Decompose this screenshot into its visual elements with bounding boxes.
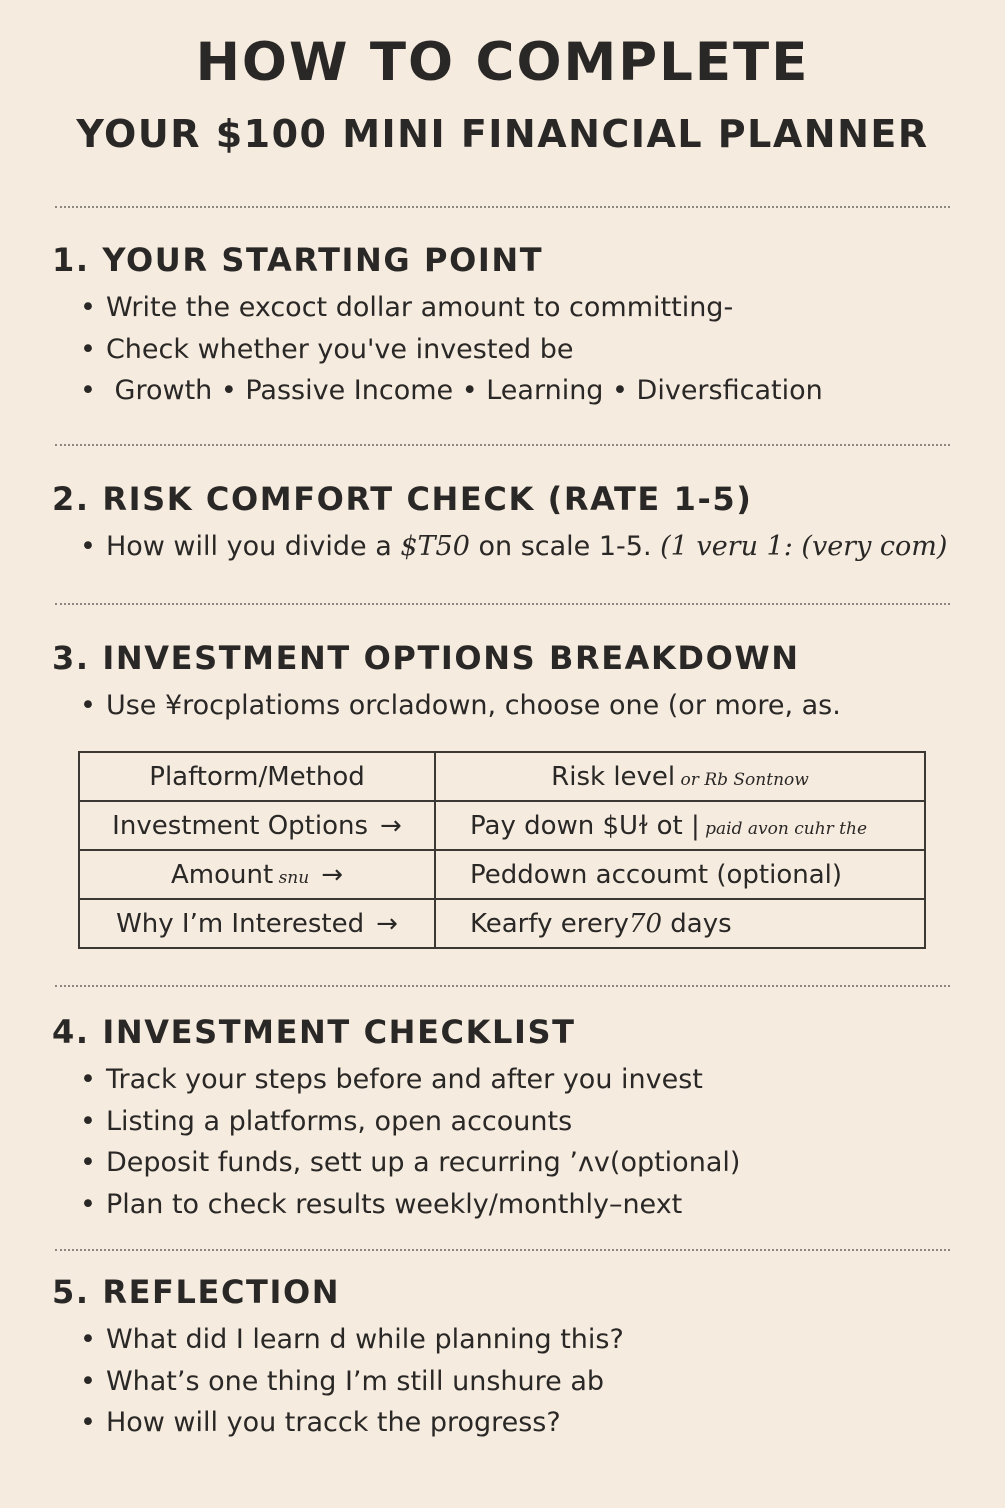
option-learning: Learning — [486, 375, 604, 406]
list-item: • Deposit funds, sett up a recurring ’ʌv(optional) — [80, 1142, 972, 1184]
bullet-list — [52, 1319, 972, 1444]
section-reflection — [52, 1271, 972, 1444]
divider — [55, 985, 950, 987]
table-header-row — [79, 752, 925, 801]
divider — [55, 1249, 950, 1251]
list-item: • What’s one thing I’m still unshure ab — [80, 1361, 972, 1403]
table-row — [79, 850, 925, 899]
section-starting-point — [52, 239, 972, 412]
section-investment-options — [52, 637, 972, 727]
table-cell: Amount snu → — [79, 850, 435, 899]
table-row — [79, 899, 925, 948]
section-heading: 5. REFLECTION — [52, 1273, 341, 1311]
section-heading: 1. YOUR STARTING POINT — [52, 241, 544, 279]
section-heading: 2. RISK COMFORT CHECK (RATE 1-5) — [52, 480, 753, 518]
section-risk-comfort — [52, 478, 972, 568]
table-cell: Plaftorm/Method — [79, 752, 435, 801]
handwritten-note: paid avon cuhr the — [699, 818, 868, 839]
table-cell: Investment Options → — [79, 801, 435, 850]
handwritten-note: or Rb Sontnow — [675, 769, 809, 790]
handwritten-note: (1 veru 1: — [660, 531, 793, 562]
table-cell: Why I’m Interested → — [79, 899, 435, 948]
bullet-list — [52, 1059, 972, 1225]
bullet-list — [52, 526, 972, 568]
section-heading: 3. INVESTMENT OPTIONS BREAKDOWN — [52, 639, 800, 677]
arrow-right-icon: → — [321, 859, 343, 890]
list-item-options: • Growth • Passive Income • Learning • Diversfication — [80, 370, 972, 412]
handwritten-note: snu — [273, 867, 310, 888]
table-cell: Risk level or Rb Sontnow — [435, 752, 925, 801]
arrow-right-icon: → — [376, 908, 398, 939]
list-item: • Check whether you've invested be — [80, 329, 972, 371]
list-item: • How will you tracck the progress? — [80, 1402, 972, 1444]
bullet-list — [52, 287, 972, 412]
list-item: • Use ¥rocplatioms orcladown, choose one (or more, as. — [80, 685, 972, 727]
list-item: • Track your steps before and after you invest — [80, 1059, 972, 1101]
list-item: • Plan to check results weekly/monthly–next — [80, 1184, 972, 1226]
arrow-right-icon: → — [380, 810, 402, 841]
divider — [55, 444, 950, 446]
investment-table — [78, 751, 926, 949]
handwritten-note: $T50 — [400, 531, 470, 562]
list-item: • How will you divide a $T50 on scale 1-5. (1 veru 1: (very com) — [80, 526, 972, 568]
option-passive-income: Passive Income — [245, 375, 454, 406]
table-cell: Kearfy erery70 days — [435, 899, 925, 948]
divider — [55, 206, 950, 208]
list-item: • Write the excoct dollar amount to committing- — [80, 287, 972, 329]
section-investment-checklist — [52, 1011, 972, 1225]
option-diversification: Diversfication — [636, 375, 823, 406]
divider — [55, 603, 950, 605]
page-subtitle: YOUR $100 MINI FINANCIAL PLANNER — [76, 112, 929, 156]
bullet-list — [52, 685, 972, 727]
section-heading: 4. INVESTMENT CHECKLIST — [52, 1013, 576, 1051]
list-item: • What did I learn d while planning this? — [80, 1319, 972, 1361]
option-growth: Growth — [114, 375, 213, 406]
table-row — [79, 801, 925, 850]
list-item: • Listing a platforms, open accounts — [80, 1101, 972, 1143]
page-title: HOW TO COMPLETE — [195, 32, 810, 93]
table-cell: Pay down $Uɫ ot | paid avon cuhr the — [435, 801, 925, 850]
handwritten-note: 70 — [628, 908, 663, 939]
table-cell: Peddown accoumt (optional) — [435, 850, 925, 899]
